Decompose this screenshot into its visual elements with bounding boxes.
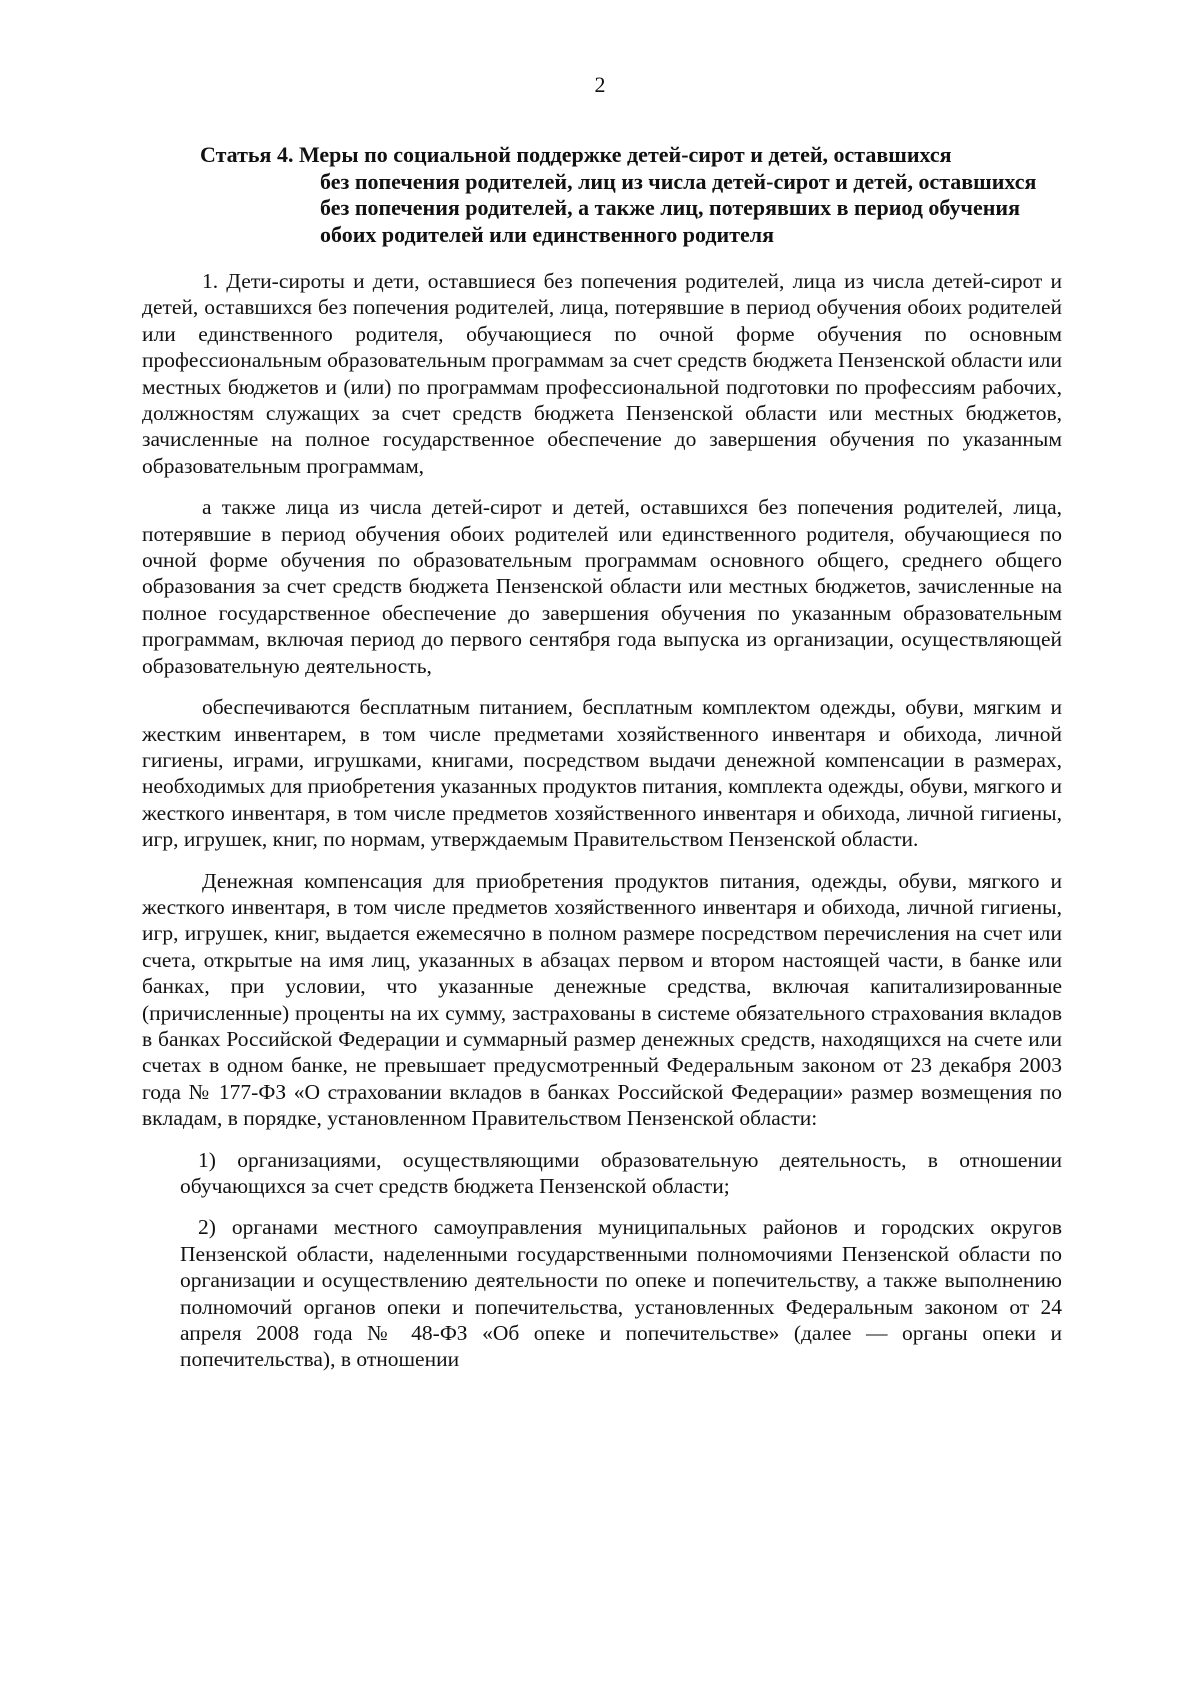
article-body — [142, 268, 1062, 1388]
paragraph-3: обеспечиваются бесплатным питанием, бесплатным комплектом одежды, обуви, мягким и жестким инвентарем, в том числе предметами хозяйственного инвентаря и обихода, личной гигиены, играми, игрушками, книгами, посредством выдачи денежной компенсации в размерах, необходимых для приобретения указанных продуктов питания, комплекта одежды, обуви, мягкого и жесткого инвентаря, в том числе предметов хозяйственного инвентаря и обихода, личной гигиены, игр, игрушек, книг, по нормам, утверждаемым Правительством Пензенской области. — [142, 695, 1062, 852]
list-item-1: 1) организациями, осуществляющими образовательную деятельность, в отношении обучающихся за счет средств бюджета Пензенской области; — [180, 1147, 1062, 1198]
page-number: 2 — [594, 72, 606, 97]
article-heading — [200, 142, 1040, 248]
paragraph-1: 1. Дети-сироты и дети, оставшиеся без попечения родителей, лица из числа детей-сирот и детей, оставшихся без попечения родителей, лица, потерявшие в период обучения обоих родителей или единственного родителя, обучающиеся по очной форме обучения по основным профессиональным образовательным программам за счет средств бюджета Пензенской области или местных бюджетов и (или) по программам профессиональной подготовки по профессиям рабочих, должностям служащих за счет средств бюджета Пензенской области или местных бюджетов, зачисленные на полное государственное обеспечение до завершения обучения по указанным образовательным программам, — [142, 269, 1062, 478]
paragraph-2: а также лица из числа детей-сирот и детей, оставшихся без попечения родителей, лица, потерявшие в период обучения обоих родителей или единственного родителя, обучающиеся по очной форме обучения по образовательным программам основного общего, среднего общего образования за счет средств бюджета Пензенской области или местных бюджетов, зачисленные на полное государственное обеспечение до завершения обучения по указанным образовательным программам, включая период до первого сентября года выпуска из организации, осуществляющей образовательную деятельность, — [142, 495, 1062, 678]
list-item-2: 2) органами местного самоуправления муниципальных районов и городских округов Пензенской области, наделенными государственными полномочиями Пензенской области по организации и осуществлению деятельности по опеке и попечительству, а также выполнению полномочий органов опеки и попечительства, установленных Федеральным законом от 24 апреля 2008 года № 48-ФЗ «Об опеке и попечительстве» (далее — органы опеки и попечительства), в отношении — [180, 1215, 1062, 1372]
article-heading-continuation: без попечения родителей, лиц из числа детей-сирот и детей, оставшихся без попечения родителей, а также лиц, потерявших в период обучения обоих родителей или единственного родителя — [320, 168, 1037, 247]
paragraph-4: Денежная компенсация для приобретения продуктов питания, одежды, обуви, мягкого и жесткого инвентаря, в том числе предметов хозяйственного инвентаря и обихода, личной гигиены, игр, игрушек, книг, выдается ежемесячно в полном размере посредством перечисления на счет или счета, открытые на имя лиц, указанных в абзацах первом и втором настоящей части, в банке или банках, при условии, что указанные денежные средства, включая капитализированные (причисленные) проценты на их сумму, застрахованы в системе обязательного страхования вкладов в банках Российской Федерации и суммарный размер денежных средств, находящихся на счете или счетах в одном банке, не превышает предусмотренный Федеральным законом от 23 декабря 2003 года № 177-ФЗ «О страховании вкладов в банках Российской Федерации» размер возмещения по вкладам, в порядке, установленном Правительством Пензенской области: — [142, 868, 1062, 1131]
article-heading-line1: Статья 4. Меры по социальной поддержке детей-сирот и детей, оставшихся — [200, 142, 952, 167]
